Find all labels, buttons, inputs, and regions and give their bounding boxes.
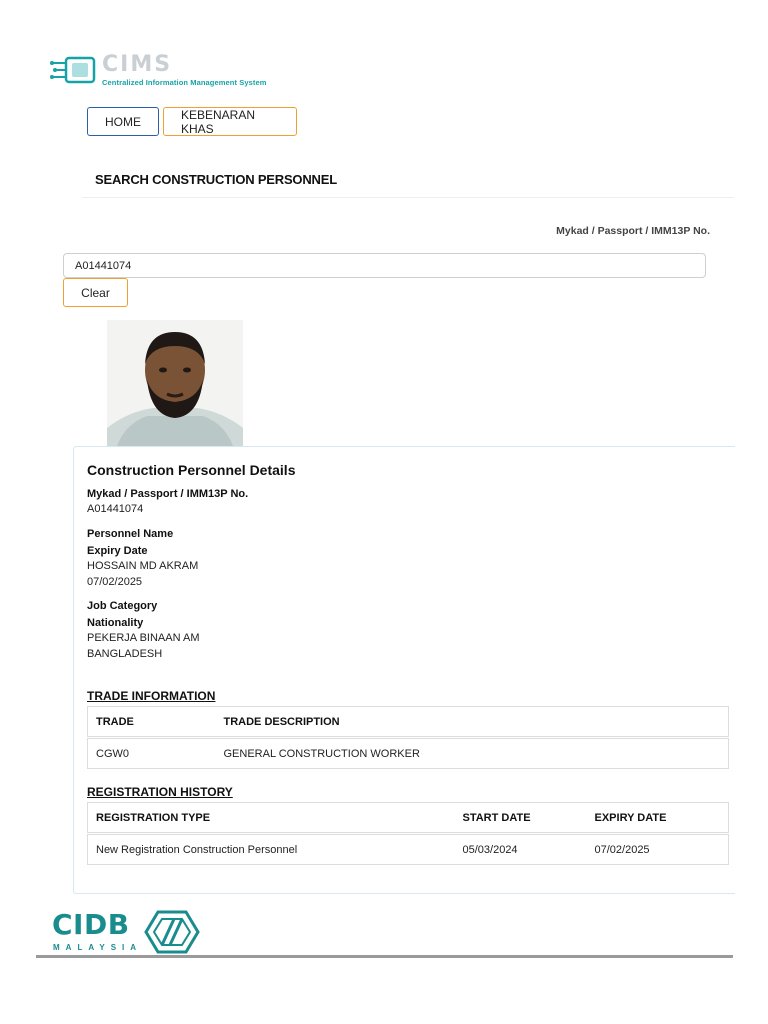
id-value: A01441074: [87, 503, 144, 515]
kebenaran-khas-button[interactable]: KEBENARAN KHAS: [163, 107, 297, 136]
cims-logo-text: CIMS: [102, 52, 173, 77]
cidb-country-text: MALAYSIA: [53, 943, 143, 952]
nationality-label: Nationality: [87, 617, 144, 629]
trade-description-cell: GENERAL CONSTRUCTION WORKER: [216, 739, 729, 769]
expiry-date-column-header: EXPIRY DATE: [587, 803, 729, 833]
cidb-logo-text: CIDB: [52, 908, 130, 941]
table-header-row: [88, 707, 729, 737]
table-header-row: [88, 803, 729, 833]
footer-divider: [36, 955, 733, 958]
clear-button[interactable]: Clear: [63, 278, 128, 307]
home-button[interactable]: HOME: [87, 107, 159, 136]
start-date-cell: 05/03/2024: [455, 835, 587, 865]
table-row: [88, 835, 729, 865]
personnel-name-label: Personnel Name: [87, 528, 174, 540]
top-nav: [87, 107, 297, 136]
start-date-column-header: START DATE: [455, 803, 587, 833]
id-label: Mykad / Passport / IMM13P No.: [87, 488, 249, 500]
cims-logo: [50, 52, 270, 90]
personnel-details-card: [73, 446, 735, 894]
search-label: Mykad / Passport / IMM13P No.: [556, 225, 710, 237]
search-input[interactable]: [63, 253, 706, 278]
registration-history-title: REGISTRATION HISTORY: [87, 785, 233, 799]
trade-information-title: TRADE INFORMATION: [87, 689, 216, 703]
registration-type-cell: New Registration Construction Personnel: [88, 835, 455, 865]
job-category-label: Job Category: [87, 600, 158, 612]
trade-column-header: TRADE: [88, 707, 216, 737]
expiry-date-cell: 07/02/2025: [587, 835, 729, 865]
trade-code-cell: CGW0: [88, 739, 216, 769]
title-divider: [82, 197, 734, 198]
expiry-date-label: Expiry Date: [87, 545, 148, 557]
cims-logo-subtitle: Centralized Information Management System: [102, 78, 267, 87]
registration-table: [87, 802, 729, 865]
expiry-date-value: 07/02/2025: [87, 576, 143, 588]
personnel-photo: [107, 320, 243, 446]
cidb-logo: [52, 908, 212, 956]
job-category-value: PEKERJA BINAAN AM: [87, 632, 200, 644]
hexagon-emblem-icon: [144, 910, 200, 954]
details-title: Construction Personnel Details: [87, 462, 296, 478]
trade-table: [87, 706, 729, 769]
person-portrait-icon: [107, 320, 243, 446]
table-row: [88, 739, 729, 769]
page-title: SEARCH CONSTRUCTION PERSONNEL: [95, 172, 337, 187]
nationality-value: BANGLADESH: [87, 648, 163, 660]
trade-description-column-header: TRADE DESCRIPTION: [216, 707, 729, 737]
circuit-chip-icon: [50, 54, 98, 86]
personnel-name-value: HOSSAIN MD AKRAM: [87, 560, 199, 572]
registration-type-column-header: REGISTRATION TYPE: [88, 803, 455, 833]
